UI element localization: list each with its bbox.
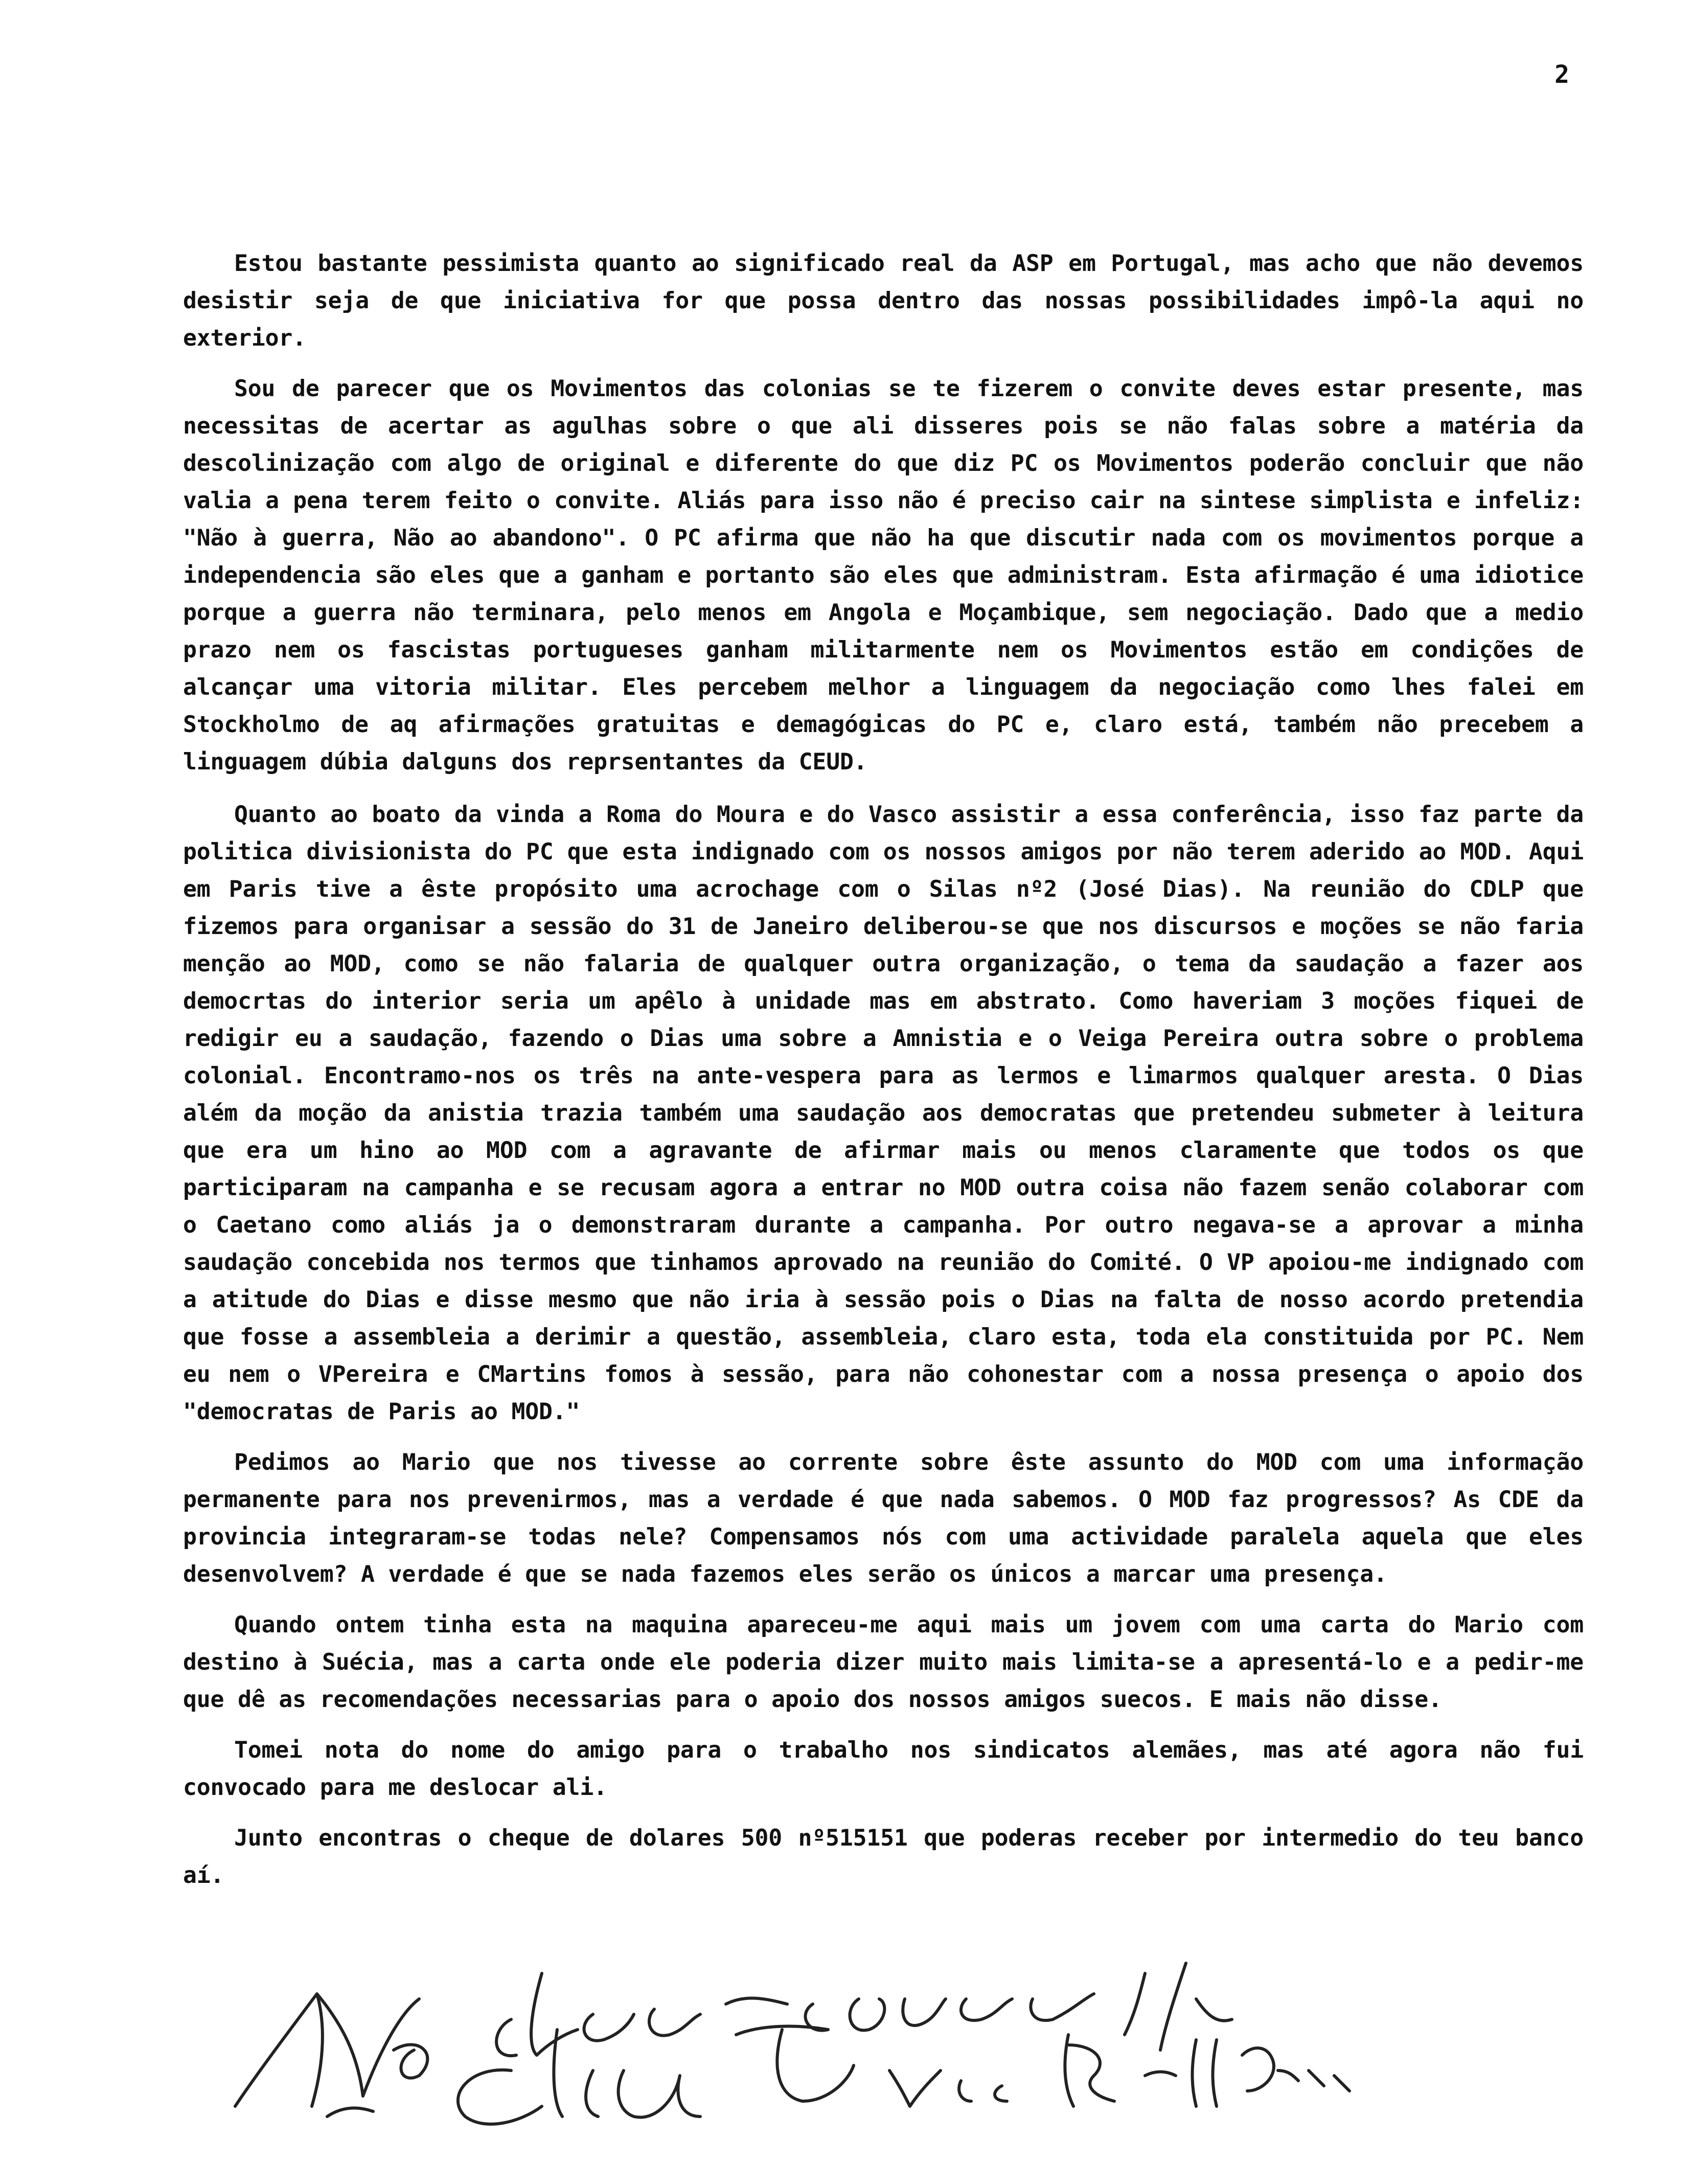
paragraph-cheque: Junto encontras o cheque de dolares 500 nº515151 que poderas receber por intermedio do teu banco aí. bbox=[183, 1824, 1584, 1889]
handwritten-signature bbox=[225, 1953, 1656, 2137]
paragraph-sindicatos: Tomei nota do nome do amigo para o trabalho nos sindicatos alemães, mas até agora não fui convocado para me deslocar ali. bbox=[183, 1736, 1584, 1801]
paragraph-mario-info: Pedimos ao Mario que nos tivesse ao corrente sobre êste assunto do MOD com uma informação permanente para nos prevenirmos, mas a verdade é que nada sabemos. O MOD faz progressos? As CDE da provincia integraram-se todas nele? Compensamos nós com uma actividade paralela aquela que eles desenvolvem? A verdade é que se nada fazemos eles serão os únicos a marcar uma presença. bbox=[183, 1448, 1584, 1587]
letter-body bbox=[183, 244, 1584, 1907]
signature-drawing bbox=[225, 1953, 1656, 2137]
paragraph-mod-roma: Quanto ao boato da vinda a Roma do Moura e do Vasco assistir a essa conferência, isso faz parte da politica divisionista do PC que esta indignado com os nossos amigos por não terem aderido ao MOD. Aqui em Paris tive a êste propósito uma acrochage com o Silas nº2 (José Dias). Na reunião do CDLP que fizemos para organisar a sessão do 31 de Janeiro deliberou-se que nos discursos e moções se não faria menção ao MOD, como se não falaria de qualquer outra organização, o tema da saudação a fazer aos democrtas do interior seria um apêlo à unidade mas em abstrato. Como haveriam 3 moções fiquei de redigir eu a saudação, fazendo o Dias uma sobre a Amnistia e o Veiga Pereira outra sobre o problema colonial. Encontramo-nos os três na ante-vespera para as lermos e limarmos qualquer aresta. O Dias além da moção da anistia trazia também uma saudação aos democratas que pretendeu submeter à leitura que era um hino ao MOD com a agravante de afirmar mais ou menos claramente que todos os que participaram na campanha e se recusam agora a entrar no MOD outra coisa não fazem senão colaborar com o Caetano como aliás ja o demonstraram durante a campanha. Por outro negava-se a aprovar a minha saudação concebida nos termos que tinhamos aprovado na reunião do Comité. O VP apoiou-me indignado com a atitude do Dias e disse mesmo que não iria à sessão pois o Dias na falta de nosso acordo pretendia que fosse a assembleia a derimir a questão, assembleia, claro esta, toda ela constituida por PC. Nem eu nem o VPereira e CMartins fomos à sessão, para não cohonestar com a nossa presença o apoio dos "democratas de Paris ao MOD." bbox=[183, 801, 1584, 1425]
paragraph-jovem-suecia: Quando ontem tinha esta na maquina apareceu-me aqui mais um jovem com uma carta do Mario com destino à Suécia, mas a carta onde ele poderia dizer muito mais limita-se a apresentá-lo e a pedir-me que dê as recomendações necessarias para o apoio dos nossos amigos suecos. E mais não disse. bbox=[183, 1611, 1584, 1713]
paragraph-asp: Estou bastante pessimista quanto ao significado real da ASP em Portugal, mas acho que não devemos desistir seja de que iniciativa for que possa dentro das nossas possibilidades impô-la aqui no exterior. bbox=[183, 249, 1584, 351]
paragraph-movimentos: Sou de parecer que os Movimentos das colonias se te fizerem o convite deves estar presente, mas necessitas de acertar as agulhas sobre o que ali disseres pois se não falas sobre a matéria da descolinização com algo de original e diferente do que diz PC os Movimentos poderão concluir que não valia a pena terem feito o convite. Aliás para isso não é preciso cair na sintese simplista e infeliz: "Não à guerra, Não ao abandono". O PC afirma que não ha que discutir nada com os movimentos porque a independencia são eles que a ganham e portanto são eles que administram. Esta afirmação é uma idiotice porque a guerra não terminara, pelo menos em Angola e Moçambique, sem negociação. Dado que a medio prazo nem os fascistas portugueses ganham militarmente nem os Movimentos estão em condições de alcançar uma vitoria militar. Eles percebem melhor a linguagem da negociação como lhes falei em Stockholmo de aq afirmações gratuitas e demagógicas do PC e, claro está, também não precebem a linguagem dúbia dalguns dos reprsentantes da CEUD. bbox=[183, 375, 1584, 775]
page-number: 2 bbox=[1554, 60, 1569, 89]
